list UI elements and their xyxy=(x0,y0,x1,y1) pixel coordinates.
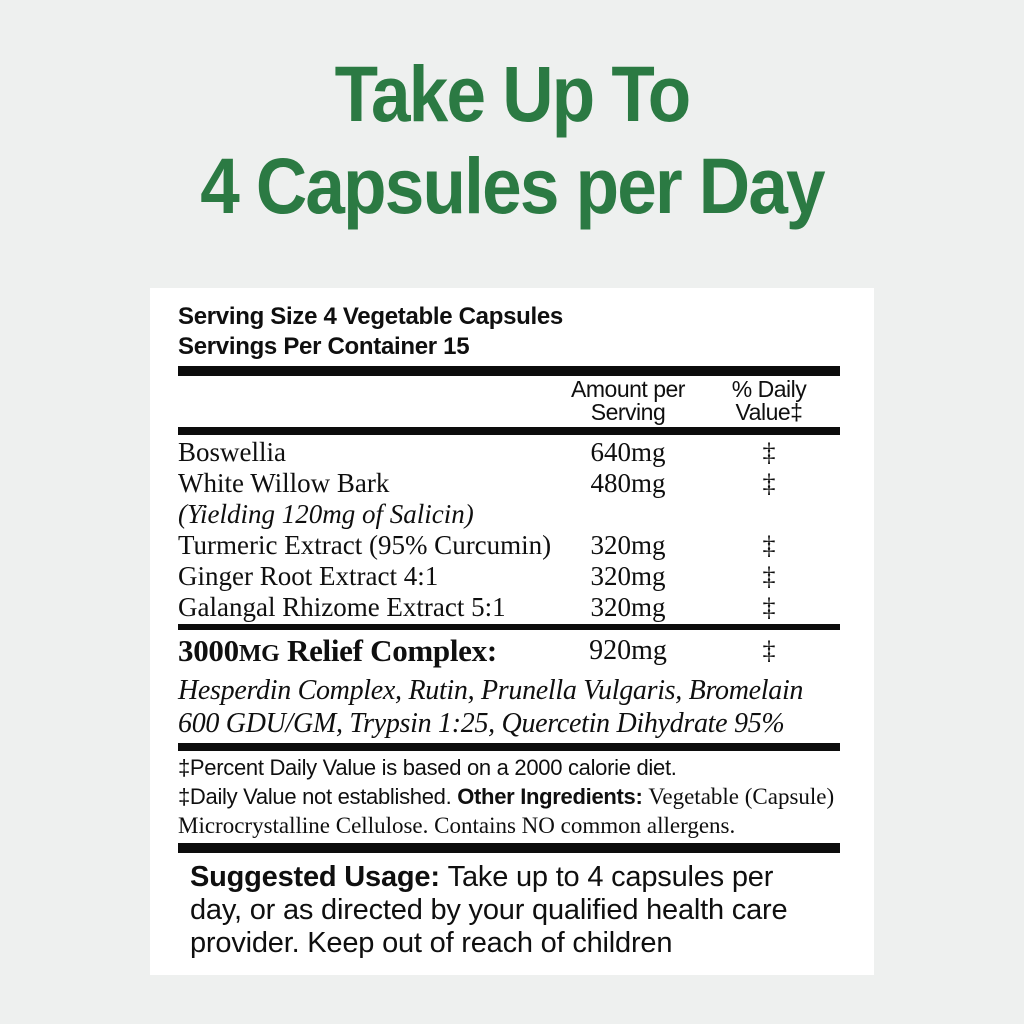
ingredient-row-boswellia xyxy=(178,437,840,468)
footnote-percent-dv: ‡Percent Daily Value is based on a 2000 calorie diet. xyxy=(178,755,677,780)
serving-size-text: Serving Size 4 Vegetable Capsules xyxy=(178,303,563,330)
ingredient-amount xyxy=(558,499,698,530)
supplement-facts-panel xyxy=(150,288,874,975)
ingredient-name: (Yielding 120mg of Salicin) xyxy=(178,499,474,529)
relief-complex-name: 3000MG Relief Complex: xyxy=(178,633,497,668)
ingredient-row-yielding-salicin xyxy=(178,499,840,530)
ingredient-rows xyxy=(178,437,840,623)
column-headers xyxy=(178,378,840,424)
ingredient-name: Boswellia xyxy=(178,437,286,467)
divider-below-headers xyxy=(178,427,840,435)
complex-blend-description: Hesperdin Complex, Rutin, Prunella Vulgaris, Bromelain 600 GDU/GM, Trypsin 1:25, Quercetin Dihydrate 95% xyxy=(178,675,804,739)
column-header-amount: Amount per Serving xyxy=(571,376,685,425)
relief-complex-amount: 920mg xyxy=(589,635,667,666)
ingredient-row-white-willow-bark xyxy=(178,468,840,499)
ingredient-name: Turmeric Extract (95% Curcumin) xyxy=(178,530,552,560)
ingredient-amount: 320mg xyxy=(590,592,666,622)
column-header-spacer xyxy=(178,378,558,424)
divider-above-usage xyxy=(178,843,840,853)
ingredient-row-turmeric xyxy=(178,530,840,561)
divider-above-footnotes xyxy=(178,743,840,751)
ingredient-row-galangal xyxy=(178,592,840,623)
ingredient-amount: 480mg xyxy=(590,468,666,498)
footnote-other-ingredients: ‡Daily Value not established. Other Ingredients: Vegetable (Capsule) xyxy=(178,784,835,809)
ingredient-amount: 640mg xyxy=(590,437,666,467)
ingredient-dv: ‡ xyxy=(762,593,776,622)
divider-above-complex xyxy=(178,624,840,630)
ingredient-dv: ‡ xyxy=(762,438,776,467)
suggested-usage-text: Suggested Usage: Take up to 4 capsules per day, or as directed by your qualified health care provider. Keep out of reach of children xyxy=(190,861,788,959)
headline-line2: 4 Capsules per Day xyxy=(200,141,824,230)
ingredient-name: Galangal Rhizome Extract 5:1 xyxy=(178,592,506,622)
ingredient-dv: ‡ xyxy=(762,469,776,498)
servings-per-container-text: Servings Per Container 15 xyxy=(178,333,470,360)
ingredient-amount: 320mg xyxy=(590,561,666,591)
suggested-usage-label: Suggested Usage: xyxy=(190,861,448,893)
relief-complex-dv: ‡ xyxy=(762,636,776,665)
ingredient-amount: 320mg xyxy=(590,530,666,560)
relief-complex-row xyxy=(178,634,840,671)
column-header-daily-value: % Daily Value‡ xyxy=(731,376,807,425)
footnote-cellulose-allergens: Microcrystalline Cellulose. Contains NO common allergens. xyxy=(178,813,736,838)
headline-line1: Take Up To xyxy=(334,49,690,138)
ingredient-name: Ginger Root Extract 4:1 xyxy=(178,561,439,591)
ingredient-dv xyxy=(698,499,840,530)
divider-thick-top xyxy=(178,366,840,376)
ingredient-row-ginger xyxy=(178,561,840,592)
ingredient-dv: ‡ xyxy=(762,562,776,591)
headline xyxy=(51,48,973,232)
ingredient-dv: ‡ xyxy=(762,531,776,560)
ingredient-name: White Willow Bark xyxy=(178,468,390,498)
